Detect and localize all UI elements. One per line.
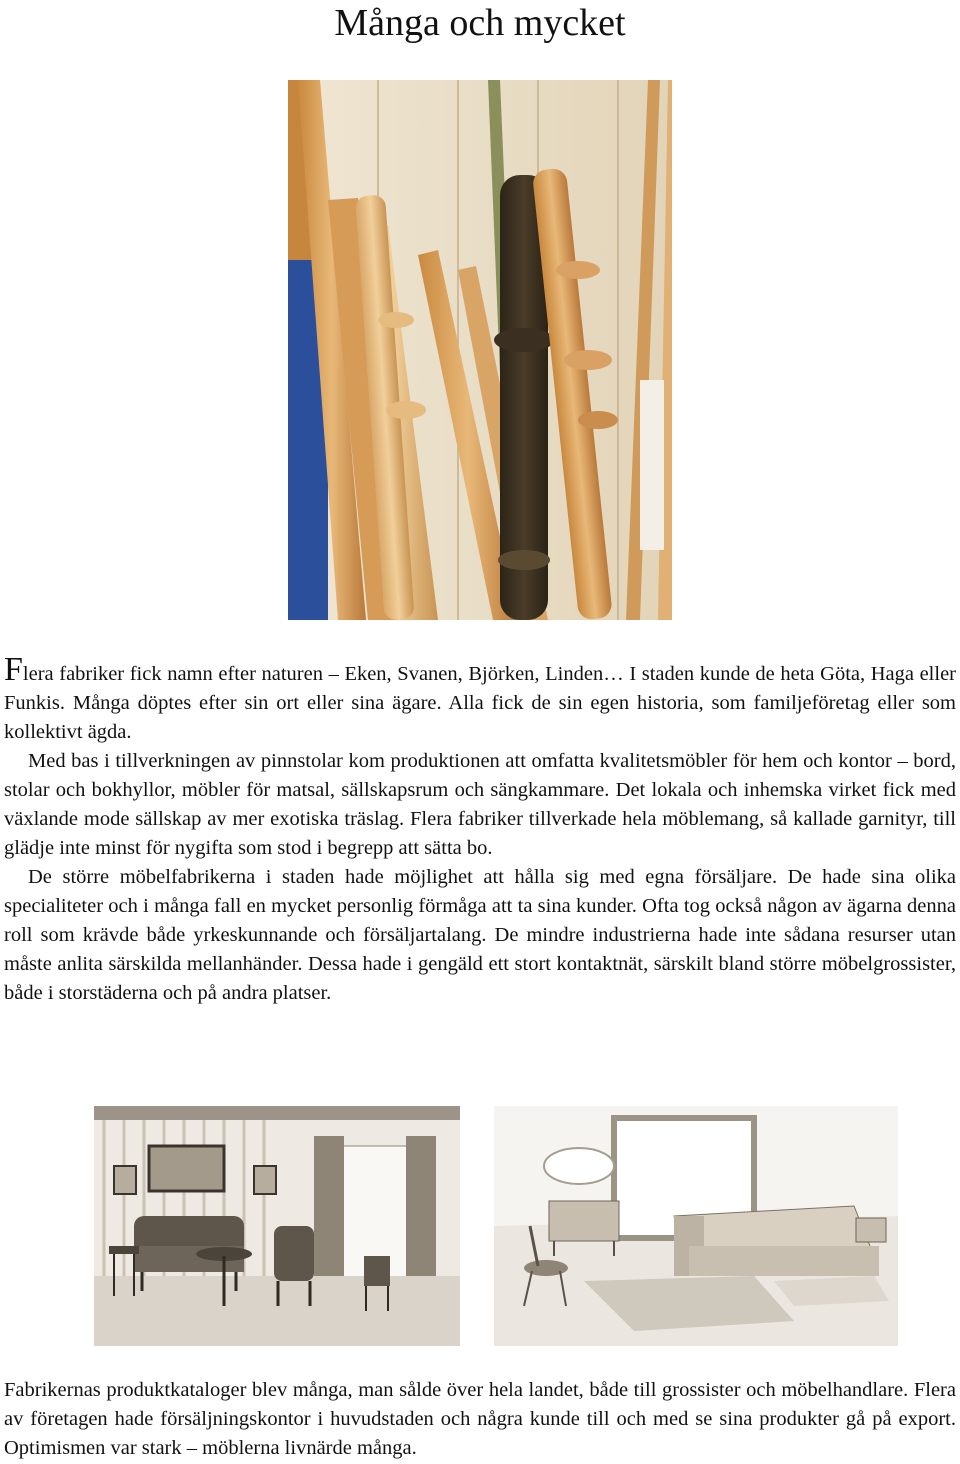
wooden-spindles-illustration (288, 80, 672, 620)
intro-paragraph (4, 651, 956, 1008)
photo-wooden-spindles (288, 80, 672, 620)
intro-second-paragraph: Med bas i tillverkningen av pinnstolar kom produktionen att omfatta kvalitetsmöbler för hem och kontor – bord, stolar och bokhyllor, möbler för matsal, sällskapsrum och sängkammare. Det lokala och inhemska virket fick med växlande mode sällskap av mer exotiska träslag. Flera fabriker tillverkade hela möblemang, så kallade garnityr, till glädje inte minst för nygifta som stod i begrepp att sätta bo. (4, 750, 956, 859)
sketch-drawing-room (94, 1106, 460, 1346)
sketch-bedroom (494, 1106, 898, 1346)
closing-paragraph: Fabrikernas produktkataloger blev många, man sålde över hela landet, både till grossister och möbelhandlare. Flera av företagen hade försäljningskontor i huvudstaden och några kunde till och med se sina produkter gå på export. Optimismen var stark – möblerna livnärde många. (4, 1379, 956, 1459)
intro-first-paragraph: lera fabriker fick namn efter naturen – Eken, Svanen, Björken, Linden… I staden kunde de heta Göta, Haga eller Funkis. Många döptes efter sin ort eller sina ägare. Alla fick de sin egen historia, som familjeföretag eller som kollektivt ägda. (4, 663, 956, 743)
intro-third-paragraph: De större möbelfabrikerna i staden hade möjlighet att hålla sig med egna försäljare. De hade sina olika specialiteter och i många fall en mycket personlig förmåga att ta sina kunder. Ofta tog också någon av ägarna denna roll som krävde både yrkeskunnande och försäljartalang. De mindre industrierna hade inte sådana resurser utan måste anlita särskilda mellanhänder. Dessa hade i gengäld ett stort kontaktnät, särskilt bland större möbelgrossister, både i storstäderna och på andra platser. (4, 866, 956, 1004)
page-title: Många och mycket (334, 2, 626, 44)
drawing-room-illustration (94, 1106, 460, 1346)
dropcap-letter: F (4, 651, 23, 688)
bedroom-illustration (494, 1106, 898, 1346)
